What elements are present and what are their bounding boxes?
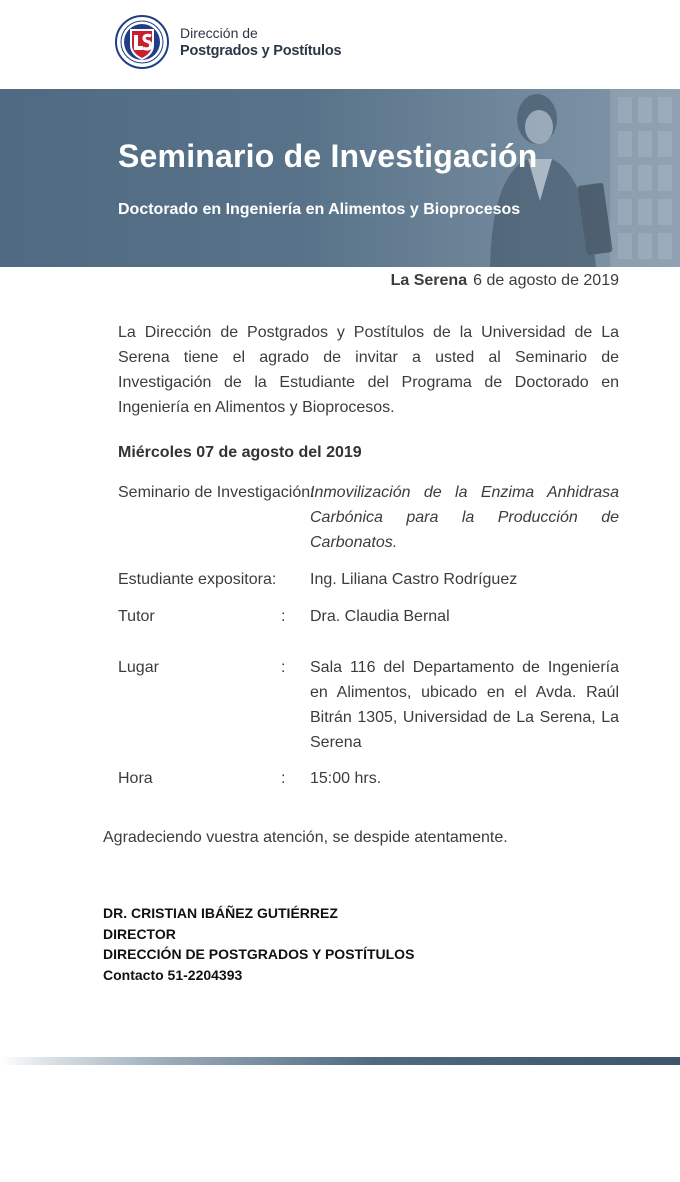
signer-contact: Contacto 51-2204393 bbox=[103, 966, 243, 983]
footer-divider bbox=[0, 1057, 680, 1065]
time-value: 15:00 hrs. bbox=[310, 770, 382, 787]
place-colon: : bbox=[281, 659, 286, 676]
detail-row-seminar bbox=[118, 480, 619, 555]
tutor-colon: : bbox=[281, 608, 286, 625]
seminar-label: Seminario de Investigación: bbox=[118, 484, 315, 501]
intro-paragraph: La Dirección de Postgrados y Postítulos de la Universidad de La Serena tiene el agrado de invitar a usted al Seminario de Investigación de la Estudiante del Programa de Doctorado en Ingeniería en Alimentos y Bioprocesos. bbox=[118, 324, 619, 416]
student-name: Ing. Liliana Castro Rodríguez bbox=[310, 571, 518, 588]
tutor-label: Tutor bbox=[118, 608, 155, 625]
dateline-city: La Serena bbox=[390, 272, 468, 289]
place-address: Sala 116 del Departamento de Ingeniería en Alimentos, ubicado en el Avda. Raúl Bitrán 1305, Universidad de La Serena, La Serena bbox=[310, 659, 619, 751]
time-label: Hora bbox=[118, 770, 153, 787]
signer-name: DR. CRISTIAN IBÁÑEZ GUTIÉRREZ bbox=[103, 905, 338, 921]
logo-line-1: Dirección de bbox=[180, 25, 258, 41]
student-label: Estudiante expositora: bbox=[118, 571, 277, 588]
detail-row-student bbox=[118, 567, 619, 592]
tutor-name: Dra. Claudia Bernal bbox=[310, 608, 450, 625]
event-date: Miércoles 07 de agosto del 2019 bbox=[118, 444, 362, 461]
time-colon: : bbox=[281, 770, 286, 787]
program-subtitle: Doctorado en Ingeniería en Alimentos y Bioprocesos bbox=[118, 201, 521, 218]
place-label: Lugar bbox=[118, 659, 159, 676]
closing-line: Agradeciendo vuestra atención, se despide atentamente. bbox=[103, 829, 508, 846]
university-seal-icon bbox=[115, 15, 169, 69]
institution-logo bbox=[115, 14, 350, 70]
signer-role: DIRECTOR bbox=[103, 925, 176, 942]
signer-office: DIRECCIÓN DE POSTGRADOS Y POSTÍTULOS bbox=[103, 946, 415, 962]
title-banner bbox=[0, 89, 680, 267]
detail-row-place bbox=[118, 655, 619, 755]
logo-line-2: Postgrados y Postítulos bbox=[180, 43, 342, 59]
seminar-title: Seminario de Investigación bbox=[118, 138, 538, 174]
signature-block bbox=[103, 903, 414, 985]
seminar-topic: Inmovilización de la Enzima Anhidrasa Carbónica para la Producción de Carbonatos. bbox=[310, 484, 619, 551]
dateline-date: 6 de agosto de 2019 bbox=[473, 272, 619, 289]
detail-row-tutor bbox=[118, 604, 619, 629]
detail-row-time bbox=[118, 766, 619, 791]
dateline bbox=[391, 272, 619, 290]
banner-photo-illustration bbox=[0, 89, 680, 267]
